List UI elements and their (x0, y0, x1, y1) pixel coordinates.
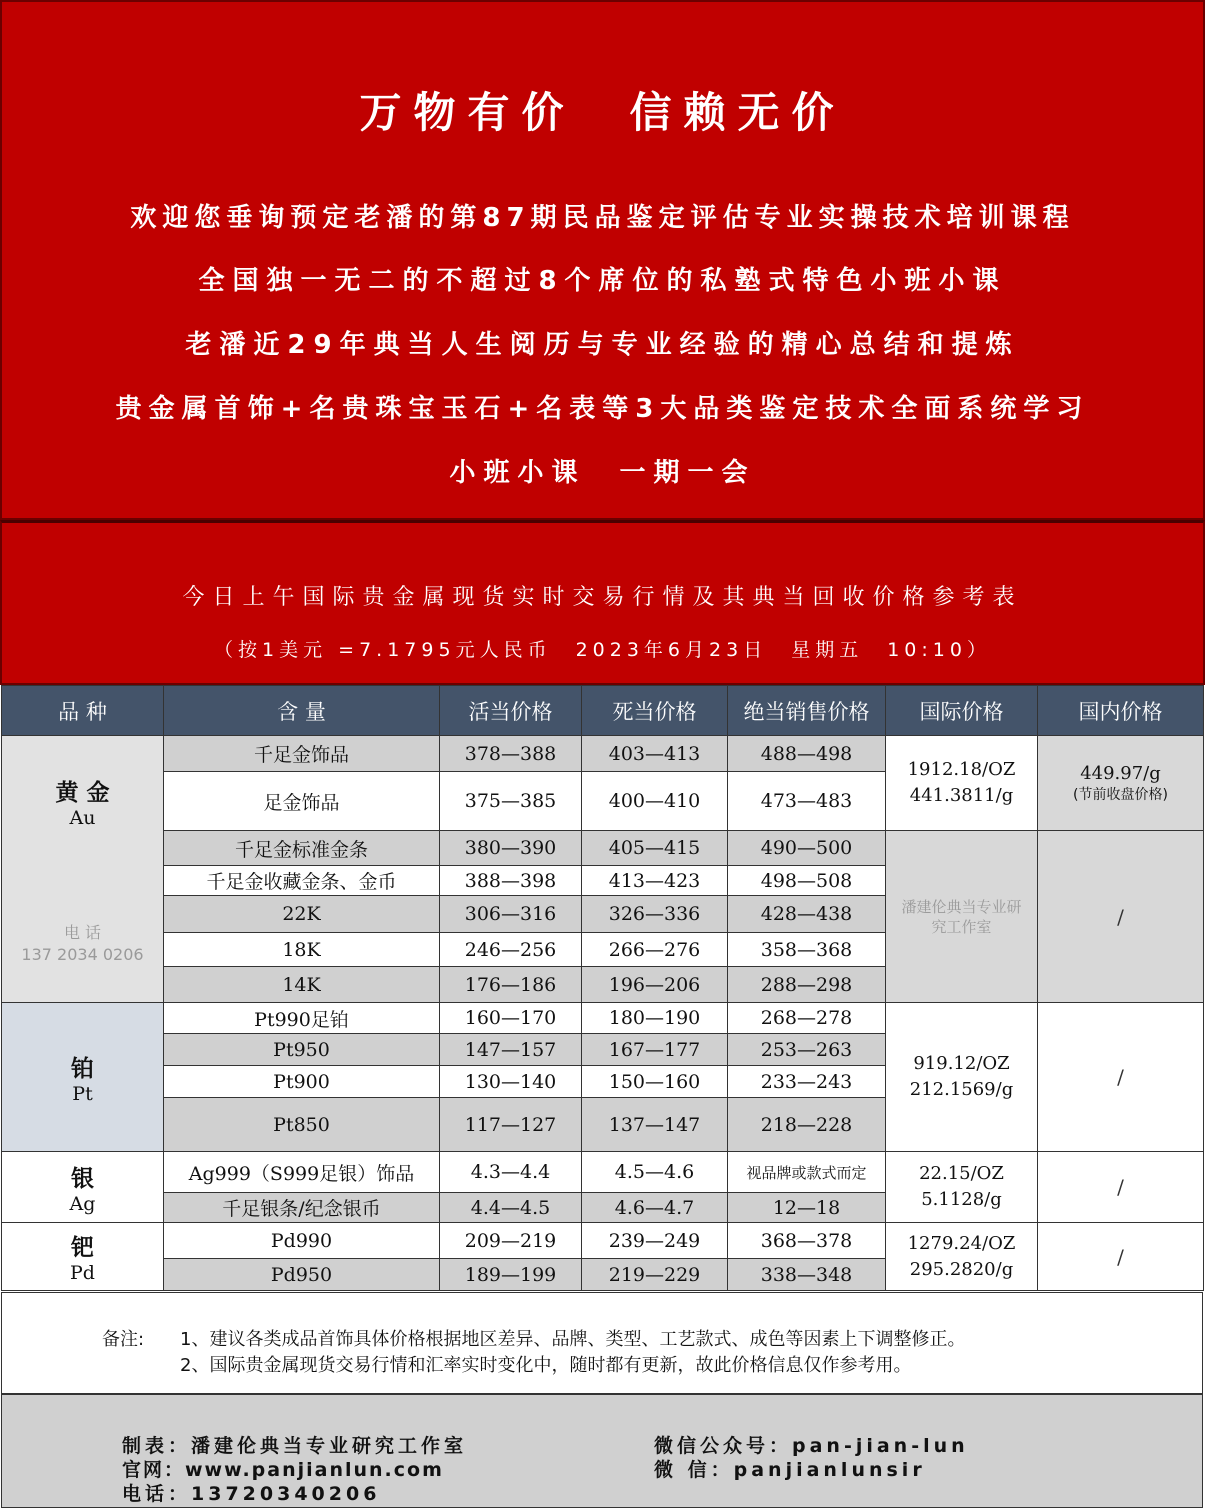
metal-cell-gold (2, 736, 164, 1003)
phone-watermark (2, 922, 163, 966)
promo-banner (0, 0, 1205, 520)
table-row (2, 1003, 1204, 1034)
dead-pawn-cell: 137—147 (582, 1098, 728, 1152)
col-header-dead-pawn: 死当价格 (582, 686, 728, 736)
metal-symbol: Au (69, 807, 96, 829)
live-pawn-cell: 130—140 (440, 1066, 582, 1098)
table-row (2, 1152, 1204, 1193)
live-pawn-cell: 176—186 (440, 967, 582, 1003)
col-header-forfeit-sale: 绝当销售价格 (728, 686, 886, 736)
content-cell: Pt950 (164, 1034, 440, 1066)
intl-price-gram: 295.2820/g (909, 1258, 1014, 1280)
remark-2: 2、国际贵金属现货交易行情和汇率实时变化中，随时都有更新，故此价格信息仅作参考用。 (180, 1355, 912, 1376)
banner-line-experience: 老潘近29年典当人生阅历与专业经验的精心总结和提炼 (185, 330, 1020, 360)
forfeit-sale-cell: 358—368 (728, 933, 886, 967)
metal-cell-silver (2, 1152, 164, 1223)
live-pawn-cell: 209—219 (440, 1223, 582, 1259)
footer-website: 官网：www.panjianlun.com (122, 1459, 444, 1481)
intl-price-oz: 1912.18/OZ (907, 759, 1016, 780)
studio-watermark: 潘建伦典当专业研究工作室 (901, 897, 1022, 936)
metal-name: 黄 金 (55, 780, 110, 806)
forfeit-sale-cell: 498—508 (728, 866, 886, 896)
live-pawn-cell: 4.4—4.5 (440, 1193, 582, 1223)
intl-price-silver (886, 1152, 1038, 1223)
footer-phone: 电话：13720340206 (122, 1483, 381, 1505)
dead-pawn-cell: 4.5—4.6 (582, 1152, 728, 1193)
dead-pawn-cell: 150—160 (582, 1066, 728, 1098)
metal-name: 铂 (71, 1055, 94, 1082)
metal-name: 钯 (71, 1235, 94, 1261)
metal-name: 银 (71, 1165, 94, 1192)
content-cell: 千足金饰品 (164, 736, 440, 772)
forfeit-sale-cell: 218—228 (728, 1098, 886, 1152)
content-cell: 千足银条/纪念银币 (164, 1193, 440, 1223)
forfeit-sale-cell: 253—263 (728, 1034, 886, 1066)
metal-cell-palladium (2, 1223, 164, 1291)
dead-pawn-cell: 405—415 (582, 831, 728, 866)
col-header-content: 含 量 (164, 686, 440, 736)
table-header-row (2, 686, 1204, 736)
table-row (2, 831, 1204, 866)
dead-pawn-cell: 180—190 (582, 1003, 728, 1034)
table-row (2, 736, 1204, 772)
content-cell: Pt850 (164, 1098, 440, 1152)
price-table-header (0, 520, 1205, 685)
intl-price-oz: 919.12/OZ (913, 1053, 1010, 1074)
dead-pawn-cell: 403—413 (582, 736, 728, 772)
domestic-price-gold (1038, 736, 1204, 831)
dead-pawn-cell: 400—410 (582, 772, 728, 831)
footer-wechat-public: 微信公众号：pan-jian-lun (654, 1435, 969, 1457)
dead-pawn-cell: 239—249 (582, 1223, 728, 1259)
forfeit-sale-cell: 视品牌或款式而定 (728, 1152, 886, 1193)
intl-price-oz: 22.15/OZ (919, 1163, 1004, 1184)
metal-symbol: Pd (70, 1262, 95, 1284)
content-cell: 足金饰品 (164, 772, 440, 831)
forfeit-sale-cell: 268—278 (728, 1003, 886, 1034)
forfeit-sale-cell: 428—438 (728, 896, 886, 933)
content-cell: Pd950 (164, 1259, 440, 1291)
content-cell: Pt990足铂 (164, 1003, 440, 1034)
forfeit-sale-cell: 473—483 (728, 772, 886, 831)
content-cell: 千足金收藏金条、金币 (164, 866, 440, 896)
col-header-intl-price: 国际价格 (886, 686, 1038, 736)
domestic-price-gold-bars: / (1038, 831, 1204, 1003)
banner-line-course: 欢迎您垂询预定老潘的第87期民品鉴定评估专业实操技术培训课程 (130, 203, 1075, 233)
remarks (1, 1292, 1203, 1394)
live-pawn-cell: 388—398 (440, 866, 582, 896)
dead-pawn-cell: 413—423 (582, 866, 728, 896)
slogan: 万物有价 信赖无价 (359, 88, 846, 137)
forfeit-sale-cell: 488—498 (728, 736, 886, 772)
live-pawn-cell: 4.3—4.4 (440, 1152, 582, 1193)
forfeit-sale-cell: 490—500 (728, 831, 886, 866)
live-pawn-cell: 380—390 (440, 831, 582, 866)
content-cell: 18K (164, 933, 440, 967)
content-cell: 22K (164, 896, 440, 933)
phone-number: 137 2034 0206 (21, 945, 144, 964)
phone-label: 电 话 (63, 923, 102, 942)
forfeit-sale-cell: 368—378 (728, 1223, 886, 1259)
content-cell: Pt900 (164, 1066, 440, 1098)
remarks-label: 备注: (102, 1329, 145, 1350)
forfeit-sale-cell: 12—18 (728, 1193, 886, 1223)
dead-pawn-cell: 167—177 (582, 1034, 728, 1066)
live-pawn-cell: 375—385 (440, 772, 582, 831)
live-pawn-cell: 160—170 (440, 1003, 582, 1034)
domestic-price-silver: / (1038, 1152, 1204, 1223)
intl-price-gold (886, 736, 1038, 831)
dead-pawn-cell: 4.6—4.7 (582, 1193, 728, 1223)
content-cell: 千足金标准金条 (164, 831, 440, 866)
live-pawn-cell: 117—127 (440, 1098, 582, 1152)
intl-price-gram: 5.1128/g (921, 1189, 1002, 1210)
intl-price-gram: 441.3811/g (909, 785, 1014, 806)
footer (1, 1394, 1203, 1508)
banner-line-class-size: 全国独一无二的不超过8个席位的私塾式特色小班小课 (198, 266, 1007, 296)
forfeit-sale-cell: 233—243 (728, 1066, 886, 1098)
price-table (1, 685, 1204, 1291)
remark-1: 1、建议各类成品首饰具体价格根据地区差异、品牌、类型、工艺款式、成色等因素上下调整修正。 (180, 1329, 966, 1350)
intl-price-platinum (886, 1003, 1038, 1152)
col-header-domestic-price: 国内价格 (1038, 686, 1204, 736)
banner-line-categories: 贵金属首饰+名贵珠宝玉石+名表等3大品类鉴定技术全面系统学习 (115, 394, 1090, 424)
live-pawn-cell: 246—256 (440, 933, 582, 967)
metal-cell-platinum (2, 1003, 164, 1152)
domestic-price-palladium: / (1038, 1223, 1204, 1291)
footer-wechat: 微 信：panjianlunsir (654, 1459, 926, 1481)
domestic-price-platinum: / (1038, 1003, 1204, 1152)
col-header-variety: 品 种 (2, 686, 164, 736)
forfeit-sale-cell: 338—348 (728, 1259, 886, 1291)
intl-price-gold-bars (886, 831, 1038, 1003)
banner-line-motto: 小班小课 一期一会 (449, 458, 756, 488)
live-pawn-cell: 306—316 (440, 896, 582, 933)
content-cell: Ag999（S999足银）饰品 (164, 1152, 440, 1193)
live-pawn-cell: 189—199 (440, 1259, 582, 1291)
intl-price-palladium (886, 1223, 1038, 1291)
metal-symbol: Pt (72, 1082, 93, 1105)
table-title: 今日上午国际贵金属现货实时交易行情及其典当回收价格参考表 (182, 585, 1023, 610)
content-cell: Pd990 (164, 1223, 440, 1259)
exchange-rate-date: （按1美元 =7.1795元人民币 2023年6月23日 星期五 10:10） (214, 639, 991, 661)
content-cell: 14K (164, 967, 440, 1003)
col-header-live-pawn: 活当价格 (440, 686, 582, 736)
domestic-price-note: (节前收盘价格) (1073, 786, 1168, 803)
intl-price-gram: 212.1569/g (909, 1079, 1014, 1100)
dead-pawn-cell: 266—276 (582, 933, 728, 967)
dead-pawn-cell: 196—206 (582, 967, 728, 1003)
dead-pawn-cell: 326—336 (582, 896, 728, 933)
metal-symbol: Ag (69, 1192, 96, 1215)
live-pawn-cell: 147—157 (440, 1034, 582, 1066)
live-pawn-cell: 378—388 (440, 736, 582, 772)
domestic-price-value: 449.97/g (1080, 762, 1161, 784)
footer-maker: 制表：潘建伦典当专业研究工作室 (122, 1435, 468, 1457)
intl-price-oz: 1279.24/OZ (907, 1232, 1016, 1254)
dead-pawn-cell: 219—229 (582, 1259, 728, 1291)
table-row (2, 1223, 1204, 1259)
forfeit-sale-cell: 288—298 (728, 967, 886, 1003)
